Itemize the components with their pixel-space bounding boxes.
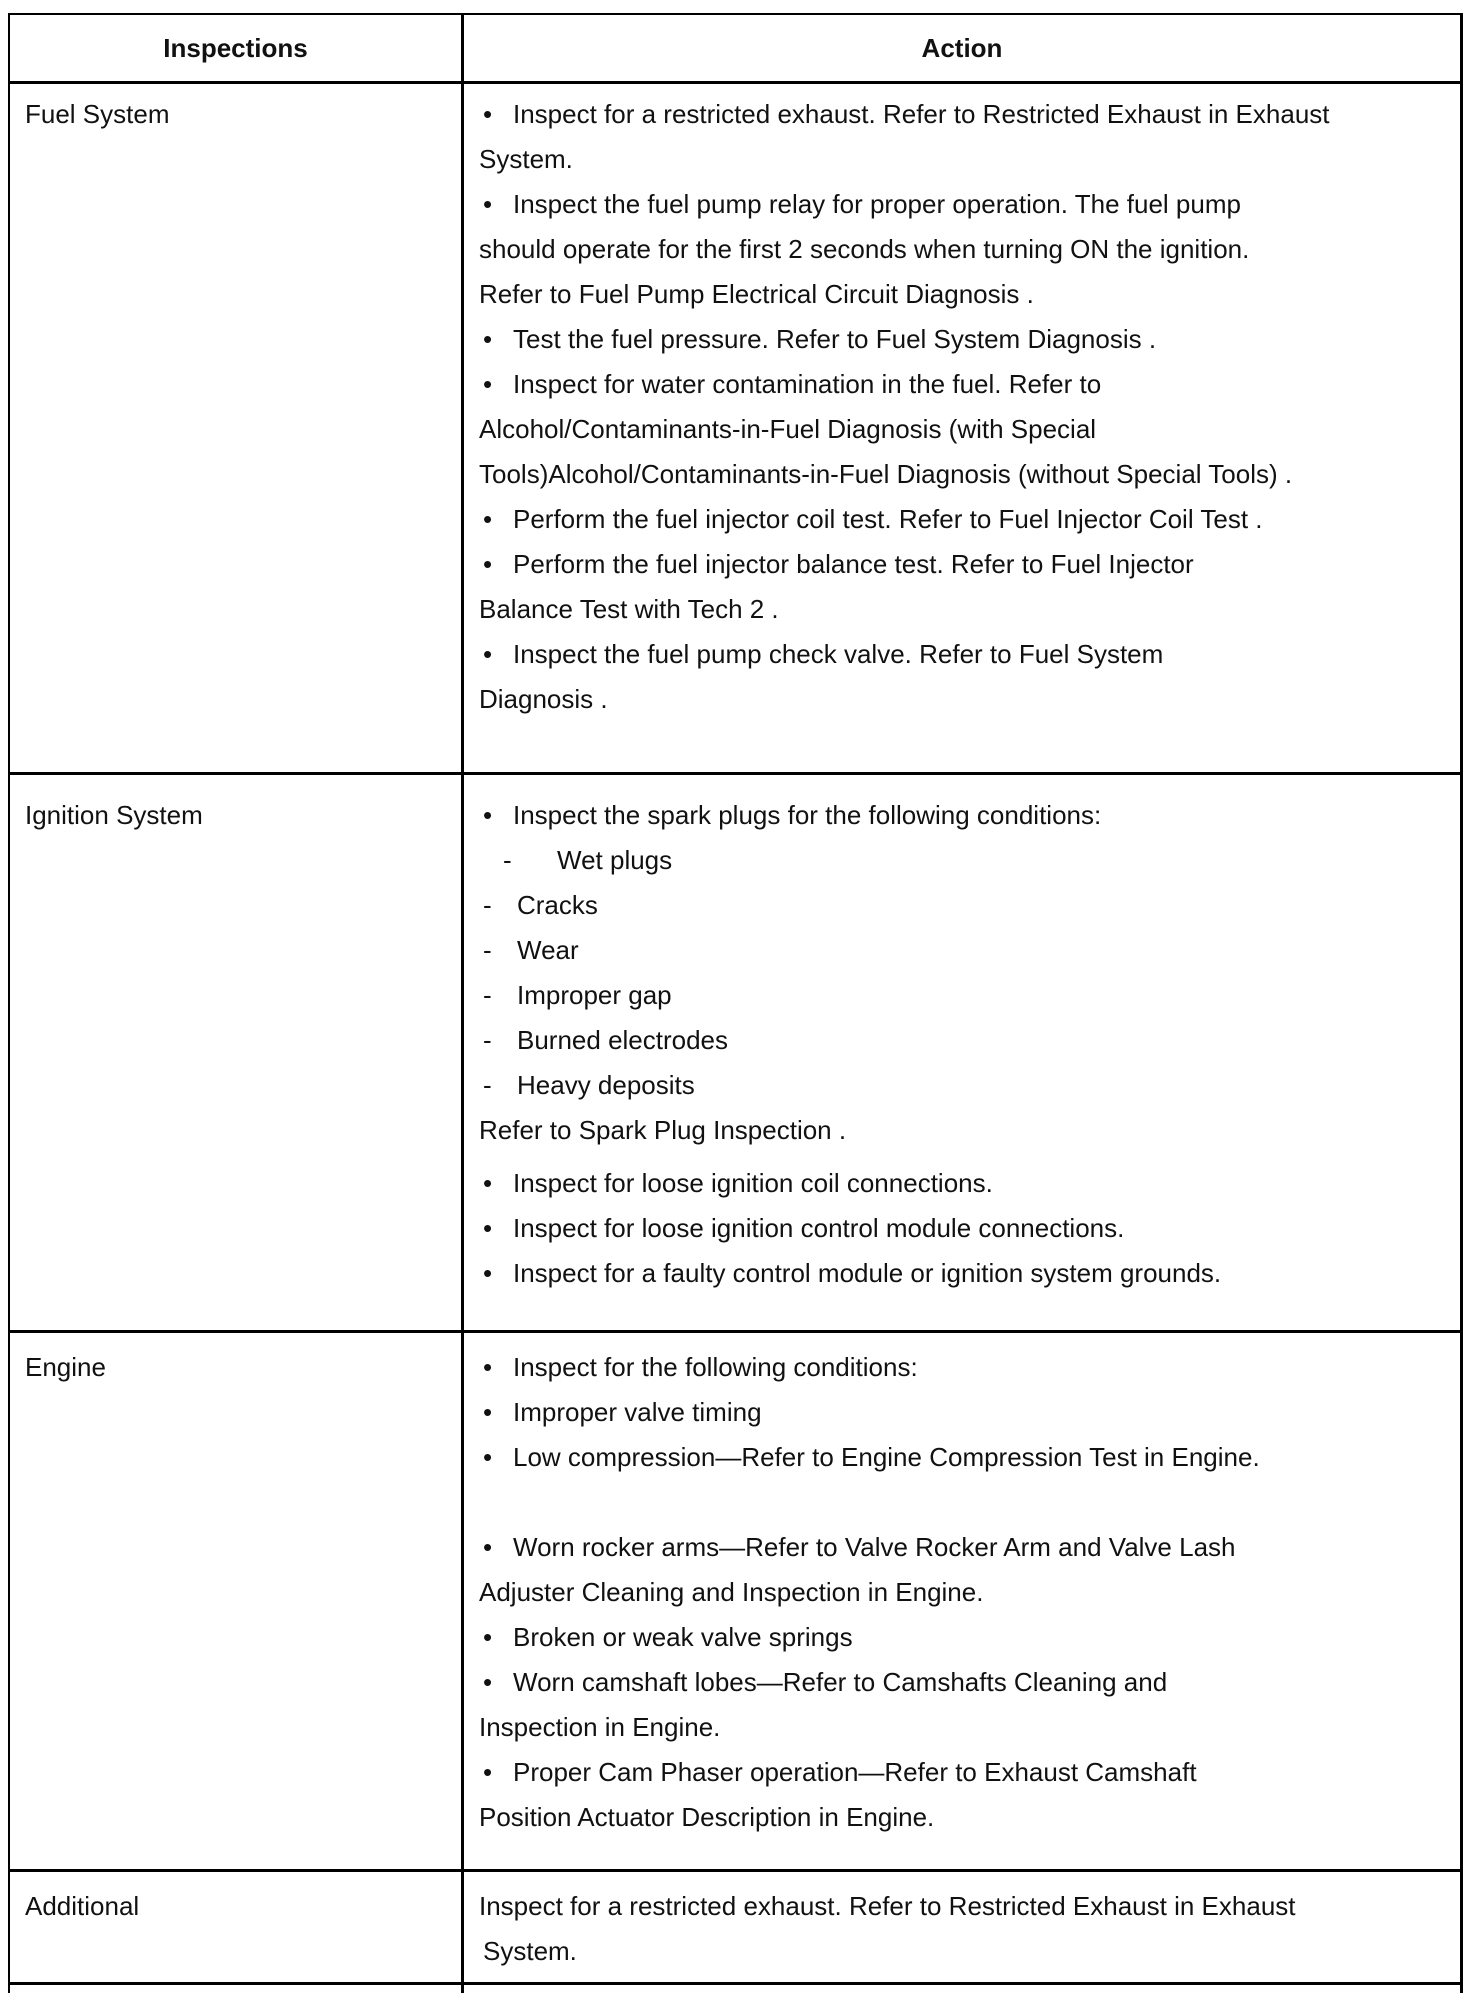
sub-list-item: - Heavy deposits	[483, 1070, 695, 1100]
list-item-cont: Tools)Alcohol/Contaminants-in-Fuel Diagnosis (without Special Tools) .	[479, 459, 1293, 489]
list-item-cont: Refer to Spark Plug Inspection .	[479, 1115, 847, 1145]
list-item: • Inspect for the following conditions:	[483, 1352, 918, 1382]
list-item-cont: System.	[479, 144, 573, 174]
list-item: • Improper valve timing	[483, 1397, 762, 1427]
sub-list-item: - Cracks	[483, 890, 598, 920]
list-item: • Perform the fuel injector coil test. Refer to Fuel Injector Coil Test .	[483, 504, 1263, 534]
table-row-ignition-system	[10, 775, 1460, 1333]
list-item-cont: Position Actuator Description in Engine.	[479, 1802, 935, 1832]
list-item-cont: Alcohol/Contaminants-in-Fuel Diagnosis (with Special	[479, 414, 1097, 444]
row-action	[479, 793, 1439, 1296]
list-item-cont: Refer to Fuel Pump Electrical Circuit Diagnosis .	[479, 279, 1034, 309]
table-row-additional	[10, 1872, 1460, 1985]
row-label: Ignition System	[25, 800, 203, 830]
list-item-cont: Inspect for a restricted exhaust. Refer to Restricted Exhaust in Exhaust	[479, 1891, 1296, 1921]
row-action	[479, 1345, 1439, 1840]
row-action	[479, 1884, 1439, 1974]
sub-list-item: - Burned electrodes	[483, 1025, 729, 1055]
list-item: • Test the fuel pressure. Refer to Fuel System Diagnosis .	[483, 324, 1157, 354]
list-item: • Inspect for loose ignition coil connections.	[483, 1168, 993, 1198]
list-item: • Inspect the spark plugs for the following conditions:	[483, 800, 1102, 830]
sub-list-item: - Wear	[483, 935, 579, 965]
table-row-fuel-system	[10, 84, 1460, 775]
list-item-cont: Diagnosis .	[479, 684, 608, 714]
row-label: Additional	[25, 1891, 140, 1921]
table-header-row	[10, 15, 1460, 84]
table-row-engine	[10, 1333, 1460, 1872]
list-item: • Inspect for a restricted exhaust. Refer to Restricted Exhaust in Exhaust	[483, 99, 1330, 129]
list-item-cont: System.	[483, 1936, 577, 1966]
list-item: • Low compression—Refer to Engine Compression Test in Engine.	[483, 1442, 1260, 1472]
row-label: Engine	[25, 1352, 106, 1382]
list-item: • Inspect for a faulty control module or ignition system grounds.	[483, 1258, 1222, 1288]
list-item: • Perform the fuel injector balance test. Refer to Fuel Injector	[483, 549, 1194, 579]
list-item: • Inspect for water contamination in the fuel. Refer to	[483, 369, 1102, 399]
list-item-cont: Balance Test with Tech 2 .	[479, 594, 779, 624]
list-item: • Broken or weak valve springs	[483, 1622, 853, 1652]
header-action: Action	[921, 33, 1003, 63]
list-item-cont: Adjuster Cleaning and Inspection in Engine.	[479, 1577, 984, 1607]
header-inspections: Inspections	[163, 33, 308, 63]
row-action	[479, 92, 1439, 722]
row-label: Fuel System	[25, 99, 170, 129]
list-item-cont: Inspection in Engine.	[479, 1712, 721, 1742]
sub-list-item: - Wet plugs	[503, 845, 673, 875]
list-item: • Worn camshaft lobes—Refer to Camshafts Cleaning and	[483, 1667, 1168, 1697]
list-item-cont: should operate for the first 2 seconds when turning ON the ignition.	[479, 234, 1250, 264]
list-item: • Inspect for loose ignition control module connections.	[483, 1213, 1125, 1243]
list-item: • Worn rocker arms—Refer to Valve Rocker Arm and Valve Lash	[483, 1532, 1236, 1562]
list-item: • Proper Cam Phaser operation—Refer to Exhaust Camshaft	[483, 1757, 1197, 1787]
sub-list-item: - Improper gap	[483, 980, 672, 1010]
list-item: • Inspect the fuel pump relay for proper operation. The fuel pump	[483, 189, 1241, 219]
list-item: • Inspect the fuel pump check valve. Refer to Fuel System	[483, 639, 1164, 669]
inspection-table	[8, 13, 1463, 1993]
